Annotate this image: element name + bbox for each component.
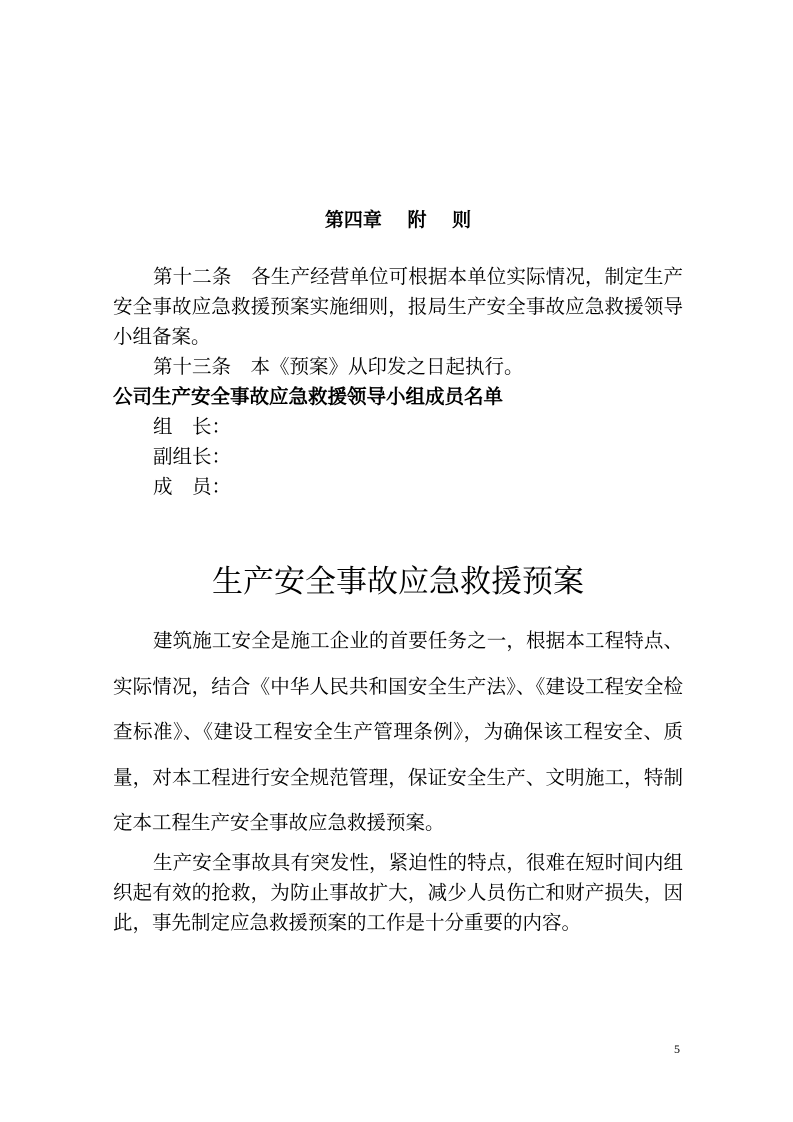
intro-paragraph bbox=[113, 618, 683, 846]
document-title: 生产安全事故应急救援预案 bbox=[212, 564, 584, 600]
member-deputy: 副组长： bbox=[153, 445, 232, 468]
chapter-heading: 第四章 附 则 bbox=[324, 209, 472, 231]
member-leader: 组 长： bbox=[153, 415, 232, 438]
page-content bbox=[113, 205, 683, 938]
article-13: 第十三条 本《预案》从印发之日起执行。 bbox=[153, 355, 524, 378]
page-number: 5 bbox=[674, 1042, 680, 1056]
article-12: 第十二条 各生产经营单位可根据本单位实际情况，制定生产安全事故应急救援预案实施细则，报局生产安全事故应急救援领导小组备案。 bbox=[113, 265, 683, 348]
chapter-body bbox=[113, 262, 683, 502]
paragraph-2: 生产安全事故具有突发性，紧迫性的特点，很难在短时间内组织起有效的抢救，为防止事故扩大，减少人员伤亡和财产损失，因此，事先制定应急救援预案的工作是十分重要的内容。 bbox=[113, 850, 683, 934]
member-list-title: 公司生产安全事故应急救援领导小组成员名单 bbox=[113, 385, 504, 408]
paragraph-1: 建筑施工安全是施工企业的首要任务之一，根据本工程特点、实际情况，结合《中华人民共和国安全生产法》、《建设工程安全检查标准》、《建设工程安全生产管理条例》，为确保该工程安全、质量，对本工程进行安全规范管理，保证安全生产、文明施工，特制定本工程生产安全事故应急救援预案。 bbox=[113, 629, 683, 834]
second-paragraph bbox=[113, 848, 683, 938]
member-members: 成 员： bbox=[153, 475, 232, 498]
